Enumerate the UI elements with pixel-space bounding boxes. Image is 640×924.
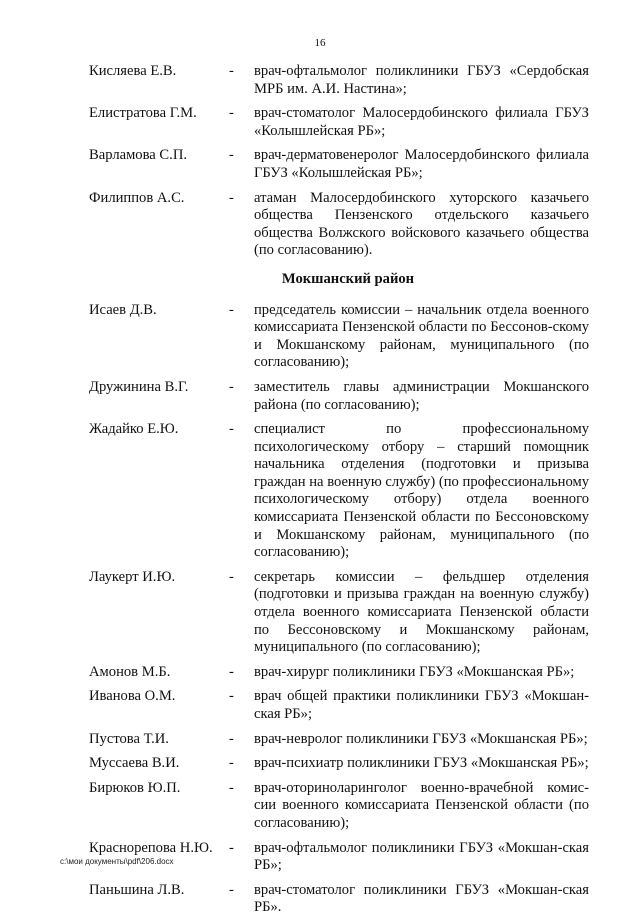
member-role: атаман Малосердобинского хуторского казачьего общества Пензенского отдельского казачьего общества Волжского войскового казачьего общества (по согласованию). [254,189,589,259]
member-role: врач-хирург поликлиники ГБУЗ «Мокшанская РБ»; [254,663,575,680]
member-role: специалист по профессиональному психологическому отбору – старший помощник начальника отделения (подготовки и призыва граждан на военную службу) (по профессиональному психологическому отбору) отдела военного комиссариата Пензенской области по Бессоновскому и Мокшанскому районам, муниципального (по согласованию); [254,421,589,561]
member-name: Жадайко Е.Ю. [89,421,179,438]
member-name: Исаев Д.В. [89,301,157,318]
member-role: врач-офтальмолог поликлиники ГБУЗ «Сердобская МРБ им. А.И. Настина»; [254,63,589,97]
member-name: Амонов М.Б. [89,663,171,680]
member-row [89,421,589,562]
dash-separator: - [229,663,234,680]
member-row [89,190,589,260]
member-row [89,105,589,140]
dash-separator: - [229,839,234,856]
member-row [89,688,589,723]
member-name: Филиппов А.С. [89,189,185,206]
dash-separator: - [229,105,234,122]
member-role: врач-оториноларинголог военно-врачебной комис-сии военного комиссариата Пензенской области (по согласованию); [254,779,589,831]
member-row [89,569,589,657]
footer-file-path: c:\мои документы\pdf\206.docx [60,857,174,866]
member-row [89,780,589,833]
member-role: председатель комиссии – начальник отдела военного комиссариата Пензенской области по Бессонов-скому и Мокшанскому районам, муниципального (по согласованию); [254,301,589,371]
member-role: врач-невролог поликлиники ГБУЗ «Мокшанская РБ»; [254,730,588,747]
member-role: заместитель главы администрации Мокшанского района (по согласованию); [254,378,589,413]
dash-separator: - [229,301,234,318]
member-list-bottom [89,302,589,917]
member-name: Пустова Т.И. [89,730,169,747]
dash-separator: - [229,755,234,772]
member-name: Елистратова Г.М. [89,105,197,122]
member-role: врач-стоматолог поликлиники ГБУЗ «Мокшан-ская РБ». [254,881,589,916]
member-name: Кисляева Е.В. [89,63,177,79]
member-name: Краснорепова Н.Ю. [89,839,213,856]
member-name: Муссаева В.И. [89,755,180,772]
dash-separator: - [229,568,234,585]
member-role: врач общей практики поликлиники ГБУЗ «Мокшан-ская РБ»; [254,688,589,722]
member-row [89,379,589,414]
member-name: Лаукерт И.Ю. [89,568,176,585]
dash-separator: - [229,688,234,705]
page-number: 16 [314,37,326,49]
dash-separator: - [229,63,234,79]
member-name: Паньшина Л.В. [89,881,185,898]
member-row [89,302,589,372]
member-name: Иванова О.М. [89,688,176,705]
member-row [89,731,589,749]
dash-separator: - [229,779,234,796]
member-row [89,882,589,917]
member-role: врач-офтальмолог поликлиники ГБУЗ «Мокшан-ская РБ»; [254,839,589,874]
section-title: Мокшанский район [281,270,415,287]
member-list-top [89,63,589,260]
member-name: Дружинина В.Г. [89,378,189,395]
dash-separator: - [229,189,234,206]
dash-separator: - [229,378,234,395]
member-row [89,147,589,182]
member-role: врач-психиатр поликлиники ГБУЗ «Мокшанская РБ»; [254,755,589,772]
document-body [89,63,589,924]
member-role: секретарь комиссии – фельдшер отделения (подготовки и призыва граждан на военную службу) отдела военного комиссариата Пензенской области по Бессоновскому и Мокшанскому районам, муниципального (по согласованию); [254,568,589,656]
member-row [89,755,589,773]
member-role: врач-дерматовенеролог Малосердобинского филиала ГБУЗ «Колышлейская РБ»; [254,147,589,181]
dash-separator: - [229,730,234,747]
dash-separator: - [229,147,234,164]
dash-separator: - [229,881,234,898]
member-role: врач-стоматолог Малосердобинского филиала ГБУЗ «Колышлейская РБ»; [254,105,589,139]
member-row [89,664,589,682]
dash-separator: - [229,421,234,438]
member-name: Варламова С.П. [89,147,188,164]
member-name: Бирюков Ю.П. [89,779,181,796]
member-row [89,63,589,98]
